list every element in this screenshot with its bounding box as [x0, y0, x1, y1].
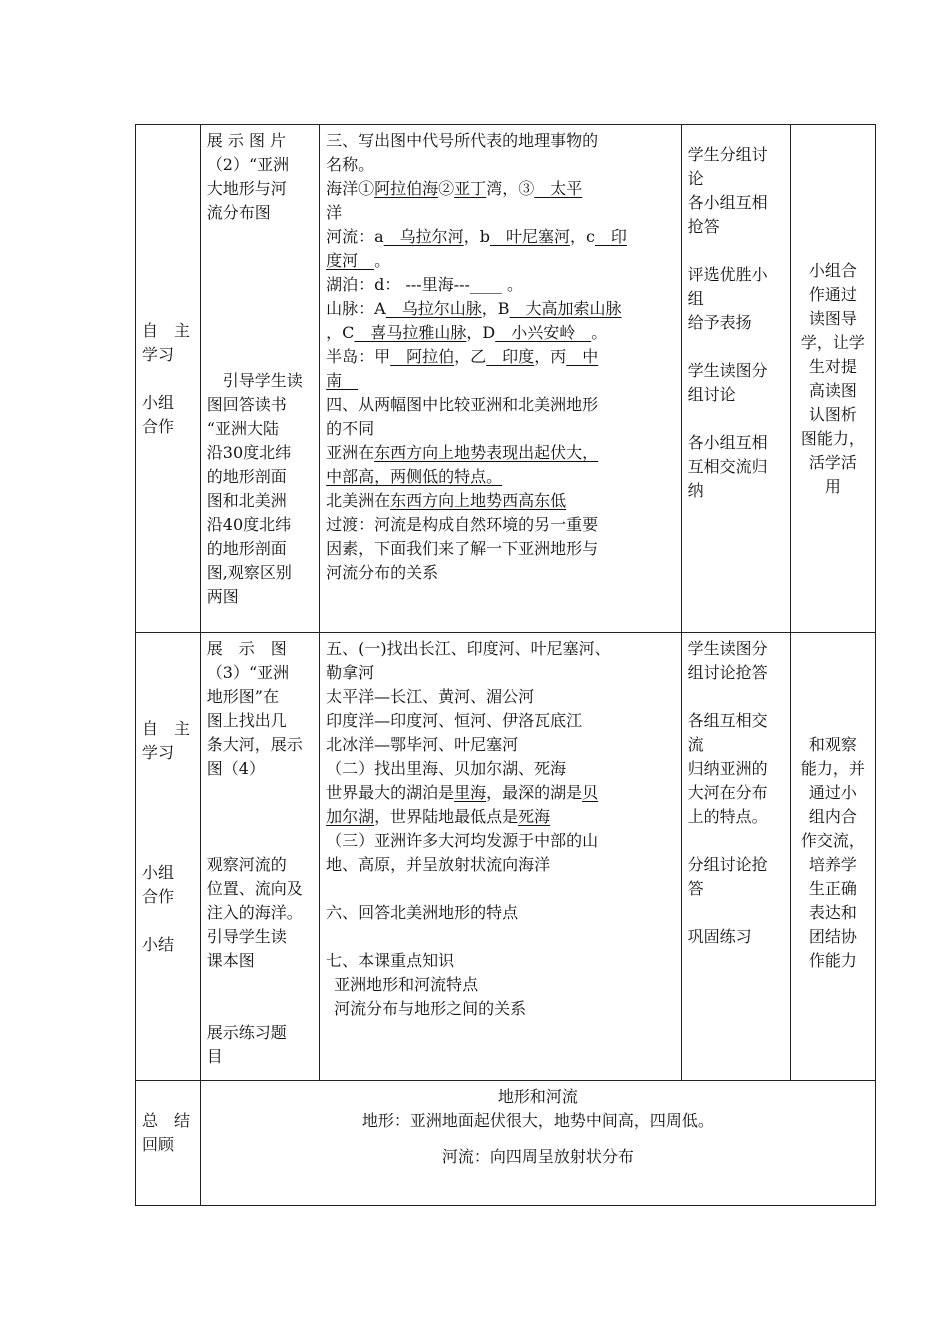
stage-label: 自 主	[142, 719, 191, 738]
teacher-line: 大地形与河	[206, 179, 287, 198]
stage-label: 合作	[142, 887, 175, 906]
lake-facts: 世界最大的湖泊是里海，最深的湖是贝	[326, 783, 599, 802]
teacher-line: 引导学生读	[222, 371, 303, 390]
student-line: 给予表扬	[687, 313, 752, 332]
student-line: 学生读图分	[687, 361, 768, 380]
intent-line: 活学活	[808, 452, 857, 472]
pacific-rivers: 太平洋—长江、黄河、湄公河	[326, 687, 535, 706]
student-line: 巩固练习	[687, 927, 752, 946]
question-6: 六、回答北美洲地形的特点	[326, 903, 519, 922]
teacher-line: “亚洲大陆	[206, 419, 279, 438]
student-line: 纳	[687, 481, 704, 500]
lesson-plan-table	[135, 124, 876, 1206]
summary-terrain: 地形：亚洲地面起伏很大，地势中间高，四周低。	[361, 1111, 714, 1130]
summary-title: 地形和河流	[497, 1087, 578, 1106]
stage-label: 自 主	[142, 320, 191, 340]
question-7: 七、本课重点知识	[326, 951, 455, 970]
student-line: 组讨论抢答	[687, 663, 768, 682]
teacher-activity-cell	[200, 125, 319, 633]
question-5-title: 五、(一)找出长江、印度河、叶尼塞河、	[326, 639, 611, 658]
stage-cell	[136, 125, 201, 633]
teacher-line: 图,观察区别	[206, 563, 292, 582]
table-row	[136, 1081, 876, 1206]
intent-line: 学，让学	[800, 332, 865, 352]
stage-cell	[136, 1081, 201, 1206]
question-4-title: 四、从两幅图中比较亚洲和北美洲地形	[326, 395, 599, 414]
student-line: 评选优胜小	[687, 265, 768, 284]
asia-answer: 亚洲在东西方向上地势表现出起伏大，	[326, 443, 599, 462]
student-line: 分组讨论抢	[687, 855, 768, 874]
intent-line: 表达和	[808, 903, 857, 922]
intent-line: 培养学	[808, 855, 857, 874]
intent-line: 团结协	[808, 927, 857, 946]
intent-line: 图能力，	[800, 428, 865, 448]
teacher-line: 图（4）	[206, 759, 265, 778]
teacher-line: 引导学生读	[206, 927, 287, 946]
question-5-2: （二）找出里海、贝加尔湖、死海	[326, 759, 567, 778]
intent-line: 高读图	[808, 380, 857, 400]
student-line: 各小组互相	[687, 433, 768, 452]
north-america-answer: 北美洲在东西方向上地势西高东低	[326, 491, 567, 510]
student-line: 大河在分布	[687, 783, 768, 802]
table-row	[136, 633, 876, 1081]
summary-river: 河流：向四周呈放射状分布	[441, 1147, 634, 1166]
stage-cell	[136, 633, 201, 1081]
teacher-line: 位置、流向及	[206, 879, 303, 898]
sea-answers: 海洋①阿拉伯海②亚丁湾，③ 太平	[326, 179, 583, 198]
stage-label: 学习	[142, 344, 175, 364]
student-activity-cell	[681, 125, 790, 633]
intent-line: 生对提	[808, 356, 857, 376]
teacher-line: 流分布图	[206, 203, 271, 222]
teacher-activity-cell	[200, 633, 319, 1081]
teacher-line: （3）“亚洲	[206, 663, 290, 682]
content-cell: 三、写出图中代号所代表的地理事物的 名称。 海洋①阿拉伯海②亚丁湾，③ 太平 洋 河流：a 乌拉尔河，b 叶尼塞河，c 印 度河 。 湖泊：d： ---里海---____ 。 山脉：A 乌拉尔山脉，B 大高加索山脉 ，C 喜马拉雅山脉，D 小兴安岭 。 半岛：甲 阿拉伯，乙 印度，丙 中 南 四、从两幅图中比较亚洲和北美洲地形 的不同 亚洲在东西方向上地势表现出起伏大， 中部高，两侧低的特点。 北美洲在东西方向上地势西高东低 过渡：河流是构成自然环境的另一重要 因素，下面我们来了解一下亚洲地形与 河流分布的关系	[320, 125, 681, 633]
student-line: 互相交流归	[687, 457, 768, 476]
teacher-line: （2）“亚洲	[206, 155, 290, 174]
intent-line: 能力，并	[800, 759, 865, 778]
content-cell: 五、(一)找出长江、印度河、叶尼塞河、 勒拿河 太平洋—长江、黄河、湄公河 印度洋—印度河、恒河、伊洛瓦底江 北冰洋—鄂毕河、叶尼塞河 （二）找出里海、贝加尔湖、死海 世界最大的湖泊是里海，最深的湖是贝 加尔湖，世界陆地最低点是死海 （三）亚洲许多大河均发源于中部的山 地、高原，并呈放射状流向海洋 六、回答北美洲地形的特点 七、本课重点知识 亚洲地形和河流特点 河流分布与地形之间的关系	[320, 633, 681, 1081]
teacher-line: 两图	[206, 587, 239, 606]
question-3-title: 名称。	[326, 155, 375, 174]
mountain-answers: 山脉：A 乌拉尔山脉，B 大高加索山脉	[326, 299, 622, 318]
teacher-line: 的地形剖面	[206, 539, 287, 558]
teacher-line: 沿40度北纬	[206, 515, 292, 534]
teacher-line: 条大河，展示	[206, 735, 303, 754]
student-line: 论	[687, 169, 704, 188]
teacher-line: 注入的海洋。	[206, 903, 303, 922]
teacher-line: 展 示 图 片	[206, 131, 287, 150]
intent-line: 通过小	[808, 783, 857, 802]
intent-cell	[790, 125, 875, 633]
intent-line: 读图导	[808, 308, 857, 328]
stage-label: 小组	[142, 863, 175, 882]
intent-line: 作能力	[808, 951, 857, 970]
stage-label: 合作	[142, 416, 175, 436]
stage-label: 小结	[142, 935, 175, 954]
stage-label: 总 结	[142, 1111, 191, 1130]
transition-text: 过渡：河流是构成自然环境的另一重要	[326, 515, 599, 534]
student-line: 上的特点。	[687, 807, 768, 826]
peninsula-answers: 半岛：甲 阿拉伯，乙 印度，丙 中	[326, 347, 599, 366]
stage-label: 学习	[142, 743, 175, 762]
teacher-line: 地形图”在	[206, 687, 279, 706]
intent-line: 组内合	[808, 807, 857, 826]
student-line: 组	[687, 289, 704, 308]
student-line: 学生读图分	[687, 639, 768, 658]
question-3-title: 三、写出图中代号所代表的地理事物的	[326, 131, 599, 150]
intent-line: 小组合	[808, 260, 857, 280]
teacher-line: 沿30度北纬	[206, 443, 292, 462]
student-line: 抢答	[687, 217, 720, 236]
key-point: 河流分布与地形之间的关系	[334, 999, 527, 1018]
student-line: 归纳亚洲的	[687, 759, 768, 778]
lake-answers: 湖泊：d： ---里海---____ 。	[326, 275, 524, 294]
student-line: 各小组互相	[687, 193, 768, 212]
student-line: 学生分组讨	[687, 145, 768, 164]
table-row	[136, 125, 876, 633]
indian-rivers: 印度洋—印度河、恒河、伊洛瓦底江	[326, 711, 583, 730]
intent-line: 用	[824, 476, 841, 496]
teacher-line: 观察河流的	[206, 855, 287, 874]
intent-line: 和观察	[808, 735, 857, 754]
teacher-line: 图回答读书	[206, 395, 287, 414]
teacher-line: 课本图	[206, 951, 255, 970]
key-point: 亚洲地形和河流特点	[334, 975, 479, 994]
student-line: 答	[687, 879, 704, 898]
teacher-line: 展示练习题	[206, 1023, 287, 1042]
intent-line: 生正确	[808, 879, 857, 898]
teacher-line: 图和北美洲	[206, 491, 287, 510]
intent-line: 作交流，	[800, 831, 865, 850]
teacher-line: 的地形剖面	[206, 467, 287, 486]
intent-line: 认图析	[808, 404, 857, 424]
summary-cell	[200, 1081, 875, 1206]
question-5-3: （三）亚洲许多大河均发源于中部的山	[326, 831, 599, 850]
student-line: 各组互相交	[687, 711, 768, 730]
student-activity-cell	[681, 633, 790, 1081]
stage-label: 小组	[142, 392, 175, 412]
intent-line: 作通过	[808, 284, 857, 304]
teacher-line: 目	[206, 1047, 223, 1066]
arctic-rivers: 北冰洋—鄂毕河、叶尼塞河	[326, 735, 519, 754]
student-line: 流	[687, 735, 704, 754]
teacher-line: 展 示 图	[206, 639, 287, 658]
student-line: 组讨论	[687, 385, 736, 404]
river-answers: 河流：a 乌拉尔河，b 叶尼塞河，c 印	[326, 227, 627, 246]
stage-label: 回顾	[142, 1135, 175, 1154]
intent-cell	[790, 633, 875, 1081]
teacher-line: 图上找出几	[206, 711, 287, 730]
